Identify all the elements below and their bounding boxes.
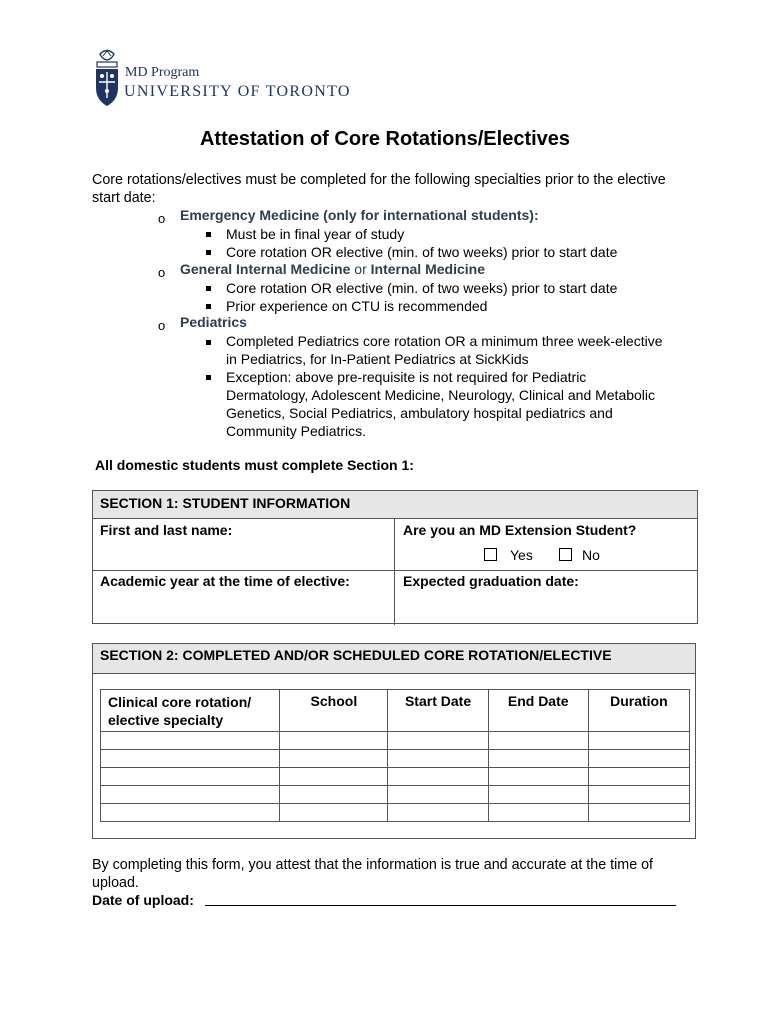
table-row bbox=[101, 804, 690, 822]
date-of-upload-label: Date of upload: bbox=[92, 892, 194, 908]
table-cell-input[interactable] bbox=[588, 768, 689, 786]
no-checkbox[interactable] bbox=[559, 548, 572, 561]
academic-year-field[interactable] bbox=[94, 593, 392, 623]
university-logo bbox=[94, 48, 374, 110]
table-cell-input[interactable] bbox=[488, 804, 588, 822]
table-cell-input[interactable] bbox=[388, 768, 488, 786]
requirement-item: Core rotation OR elective (min. of two weeks) prior to start date bbox=[226, 280, 618, 296]
table-cell-input[interactable] bbox=[488, 732, 588, 750]
name-field[interactable] bbox=[94, 541, 392, 568]
university-crest-icon bbox=[94, 48, 120, 108]
table-cell-input[interactable] bbox=[388, 786, 488, 804]
list-marker: o bbox=[158, 265, 166, 280]
column-header-end-date: End Date bbox=[488, 690, 588, 732]
graduation-date-label: Expected graduation date: bbox=[403, 573, 579, 589]
column-header-start-date: Start Date bbox=[388, 690, 488, 732]
section1-header bbox=[93, 491, 697, 519]
table-cell-input[interactable] bbox=[388, 750, 488, 768]
logo-program-name: MD Program bbox=[125, 65, 200, 80]
divider bbox=[394, 519, 395, 625]
graduation-date-field[interactable] bbox=[396, 593, 695, 623]
specialty-internal-medicine bbox=[180, 261, 485, 277]
table-cell-input[interactable] bbox=[388, 732, 488, 750]
table-cell-input[interactable] bbox=[101, 750, 280, 768]
table-cell-input[interactable] bbox=[101, 804, 280, 822]
section1-student-information bbox=[92, 490, 698, 624]
table-cell-input[interactable] bbox=[101, 768, 280, 786]
requirement-item: Completed Pediatrics core rotation OR a minimum three week-elective in Pediatrics, for In-Patient Pediatrics at SickKids bbox=[226, 333, 663, 367]
table-cell-input[interactable] bbox=[280, 786, 388, 804]
section2-header bbox=[93, 644, 695, 674]
specialty-gim-label: General Internal Medicine bbox=[180, 261, 351, 277]
section2-rotations bbox=[92, 643, 696, 839]
bullet-icon bbox=[206, 250, 211, 255]
logo-university-name: UNIVERSITY OF TORONTO bbox=[124, 83, 351, 100]
divider bbox=[93, 570, 697, 571]
table-cell-input[interactable] bbox=[101, 732, 280, 750]
table-row bbox=[101, 786, 690, 804]
bullet-icon bbox=[206, 375, 211, 380]
table-cell-input[interactable] bbox=[280, 732, 388, 750]
bullet-icon bbox=[206, 286, 211, 291]
rotations-table bbox=[100, 689, 690, 822]
column-header-specialty: Clinical core rotation/ elective specialty bbox=[101, 690, 280, 732]
section2-title: SECTION 2: COMPLETED AND/OR SCHEDULED CORE ROTATION/ELECTIVE bbox=[100, 647, 612, 663]
bullet-icon bbox=[206, 340, 211, 345]
list-marker: o bbox=[158, 211, 166, 226]
table-cell-input[interactable] bbox=[588, 750, 689, 768]
name-label: First and last name: bbox=[100, 522, 233, 538]
attestation-text: By completing this form, you attest that the information is true and accurate at the time of upload. bbox=[92, 857, 654, 891]
yes-label: Yes bbox=[510, 547, 533, 563]
column-header-duration: Duration bbox=[588, 690, 689, 732]
specialty-pediatrics: Pediatrics bbox=[180, 314, 247, 330]
table-cell-input[interactable] bbox=[588, 786, 689, 804]
specialty-or-label: or bbox=[350, 261, 371, 277]
table-cell-input[interactable] bbox=[488, 768, 588, 786]
extension-question-label: Are you an MD Extension Student? bbox=[403, 522, 637, 538]
academic-year-label: Academic year at the time of elective: bbox=[100, 573, 350, 589]
requirement-item: Exception: above pre-requisite is not required for Pediatric Dermatology, Adolescent Medicine, Neurology, Clinical and Metabolic Genetics, Social Pediatrics, ambulatory hospital pediatrics and Community Pediatrics. bbox=[226, 369, 656, 439]
table-header-row bbox=[101, 690, 690, 732]
date-of-upload-field[interactable] bbox=[205, 905, 676, 906]
specialty-emergency-medicine: Emergency Medicine (only for international students): bbox=[180, 207, 539, 223]
table-row bbox=[101, 750, 690, 768]
specialty-im-label: Internal Medicine bbox=[370, 261, 485, 277]
yes-checkbox[interactable] bbox=[484, 548, 497, 561]
table-cell-input[interactable] bbox=[488, 750, 588, 768]
table-cell-input[interactable] bbox=[488, 786, 588, 804]
list-marker: o bbox=[158, 318, 166, 333]
table-cell-input[interactable] bbox=[280, 804, 388, 822]
table-cell-input[interactable] bbox=[588, 732, 689, 750]
section1-title: SECTION 1: STUDENT INFORMATION bbox=[100, 495, 351, 511]
no-label: No bbox=[582, 547, 600, 563]
requirement-item: Must be in final year of study bbox=[226, 226, 405, 242]
table-cell-input[interactable] bbox=[588, 804, 689, 822]
table-cell-input[interactable] bbox=[101, 786, 280, 804]
requirement-item: Core rotation OR elective (min. of two weeks) prior to start date bbox=[226, 244, 618, 260]
table-cell-input[interactable] bbox=[280, 768, 388, 786]
table-cell-input[interactable] bbox=[280, 750, 388, 768]
table-cell-input[interactable] bbox=[388, 804, 488, 822]
table-row bbox=[101, 732, 690, 750]
bullet-icon bbox=[206, 304, 211, 309]
domestic-note: All domestic students must complete Section 1: bbox=[95, 457, 414, 473]
table-row bbox=[101, 768, 690, 786]
bullet-icon bbox=[206, 232, 211, 237]
intro-text: Core rotations/electives must be completed for the following specialties prior to the elective start date: bbox=[92, 172, 666, 206]
page-title: Attestation of Core Rotations/Electives bbox=[199, 128, 571, 150]
requirement-item: Prior experience on CTU is recommended bbox=[226, 298, 488, 314]
column-header-school: School bbox=[280, 690, 388, 732]
